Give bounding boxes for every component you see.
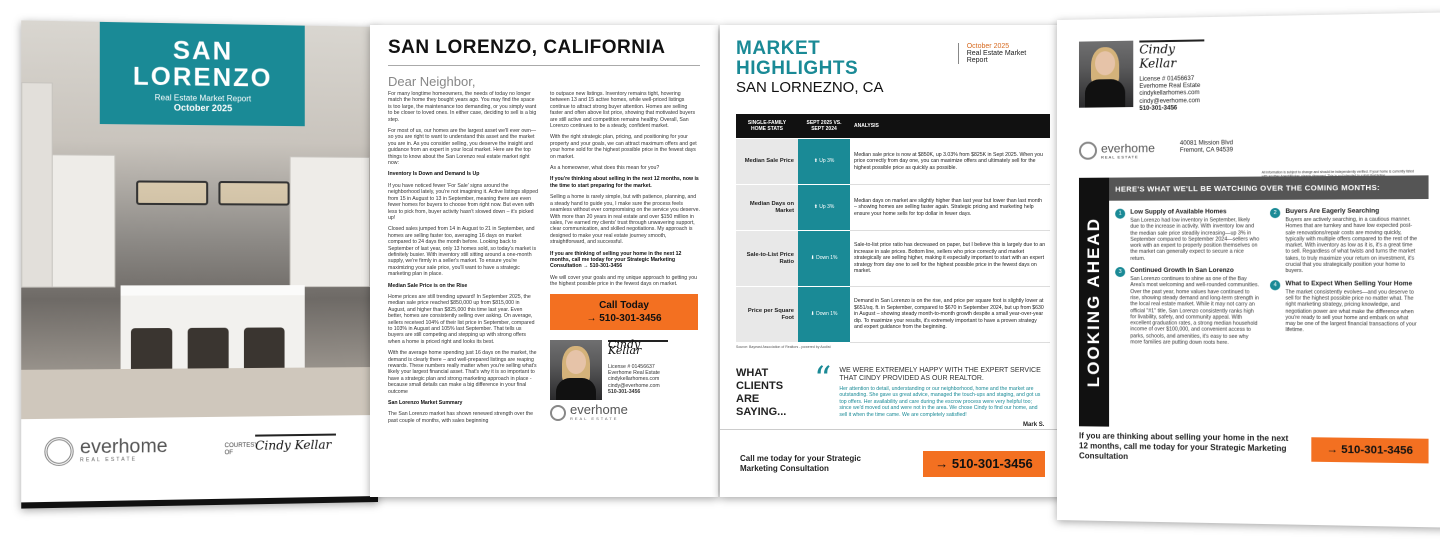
quote-headline: WE WERE EXTREMELY HAPPY WITH THE EXPERT SERVICE THAT CINDY PROVIDED AS OUR REALTOR. bbox=[839, 367, 1041, 382]
cover-title-box bbox=[100, 22, 305, 126]
paragraph: We will cover your goals and my unique approach to getting you the highest possible price in the fewest days on market. bbox=[550, 274, 697, 288]
item-heading: Buyers Are Eagerly Searching bbox=[1285, 207, 1380, 216]
item-text: The market consistently evolves—and you deserve to sell for the highest possible price no matter what. The right marketing strategy, pricing knowledge, and negotiation power are what make the difference when you're ready to sell your home and embark on what may be one of the largest financial transactions of your lifetime. bbox=[1285, 289, 1417, 334]
paragraph: to outpace new listings. Inventory remains tight, hovering between 13 and 15 active homes, while well-priced listings continue to attract strong buyer attention. Homes are selling faster and often above list price, showing that motivated buyers are still active and competition remains healthy. Overall, San Lorenzo continues to be a steady, confident market. bbox=[550, 91, 696, 130]
table-row bbox=[736, 185, 1050, 231]
consultation-message: Call me today for your Strategic Marketing Consultation bbox=[740, 453, 861, 473]
letter-title: SAN LORENZO, CALIFORNIA bbox=[388, 37, 666, 58]
cover-footer bbox=[21, 415, 378, 509]
email-link[interactable]: cindy@everhome.com bbox=[1139, 97, 1201, 105]
brokerage: Everhome Real Estate bbox=[608, 369, 660, 376]
item-heading: What to Expect When Selling Your Home bbox=[1285, 279, 1413, 288]
looking-ahead-side bbox=[1079, 178, 1109, 427]
item-text: San Lorenzo had low inventory in September, likely due to the increase in activity. With inventory low and the median sale price steadily increasing—up 3% in September compared to September 2024—sellers who work with an expert to properly position themselves on the market can generally expect to secure a nice return. bbox=[1130, 217, 1260, 262]
list-item bbox=[1115, 208, 1260, 262]
agent-card bbox=[550, 337, 700, 400]
market-report-label: Real Estate Market Report bbox=[966, 50, 1027, 64]
consultation-message: If you are thinking about selling your home in the next 12 months, call me today for your Strategic Marketing Consultation bbox=[1078, 431, 1289, 462]
stat-change: ⬇ Down 1% bbox=[798, 231, 850, 287]
item-text: San Lorenzo continues to shine as one of the Bay Area's most welcoming and well-rounded communities. Over the past year, home values have continued to rise, showing steady demand and long-term strength in the local real estate market. While it may not carry an official "#1" title, San Lorenzo consistently ranks high for livability, safety, and community appeal. With excellent graduation rates, a strong median household income of over $100,000, and convenient access to parks, schools, and amenities, it's easy to see why more families are putting down roots here. bbox=[1130, 276, 1260, 347]
agent-photo bbox=[1079, 41, 1133, 108]
number-badge: 3 bbox=[1115, 267, 1125, 277]
back-page bbox=[1057, 12, 1440, 527]
phone[interactable]: 510-301-3456 bbox=[1139, 105, 1178, 112]
number-badge: 2 bbox=[1270, 208, 1280, 218]
column-header: ANALYSIS bbox=[850, 114, 1050, 139]
market-header bbox=[736, 39, 1049, 96]
paragraph: For many longtime homeowners, the needs of today no longer match the home they bought years ago. You may find the space is too large, the maintenance too demanding, or you simply want to be closer to loved ones. In either case, deciding to sell is a big step. bbox=[388, 91, 537, 123]
quote-body: Her attention to detail, understanding or our neighborhood, home and the market are outstanding. She gave us great advice, managed the touch-ups and staging, and got us top offers. Her availability and care during the escrow process were very helpful too; since we'd moved out and were not in the area. We chose Cindy to find our home, and sell it when the time came. We are completely satisfied! bbox=[839, 386, 1041, 418]
bold-paragraph: If you're thinking about selling in the next 12 months, now is the time to start preparing for the market. bbox=[550, 176, 699, 189]
call-today-button[interactable] bbox=[550, 294, 698, 330]
stat-change: ⬇ Down 1% bbox=[798, 287, 850, 343]
cover-title: SAN LORENZO bbox=[132, 36, 273, 93]
column-header: SINGLE-FAMILY HOME STATS bbox=[736, 114, 798, 139]
table-row bbox=[736, 139, 1050, 185]
paragraph: If you have noticed fewer 'For Sale' signs around the neighborhood lately, you're not imagining it. Active listings slipped from 15 in August to 13 in September, meaning there are even fewer homes for buyers to choose from right now. But even with less to pick from, buyer activity hasn't slowed down – it's picked up! bbox=[388, 182, 538, 221]
letter-column-2 bbox=[550, 91, 700, 429]
section-heading: San Lorenzo Market Summary bbox=[388, 400, 463, 407]
number-badge: 4 bbox=[1270, 280, 1280, 290]
table-row bbox=[736, 287, 1050, 343]
paragraph: As a homeowner, what does this mean for you? bbox=[550, 165, 660, 172]
source-note: Source: Bayeast Association of Realtors - powered by Acolist bbox=[736, 345, 831, 349]
letter-page bbox=[370, 25, 718, 497]
market-date: October 2025 bbox=[966, 43, 1010, 50]
stat-change: ⬆ Up 3% bbox=[798, 139, 850, 185]
brand-name: everhome bbox=[1101, 140, 1155, 156]
brokerage: Everhome Real Estate bbox=[1139, 83, 1201, 91]
agent-photo bbox=[550, 340, 602, 400]
quote-author: Mark S. bbox=[1023, 422, 1045, 429]
office-address bbox=[1180, 140, 1233, 155]
brand-sub: REAL ESTATE bbox=[570, 415, 619, 421]
list-item bbox=[1115, 267, 1260, 346]
market-page bbox=[720, 25, 1065, 497]
license: License # 01456637 bbox=[608, 363, 655, 370]
brand-sub: REAL ESTATE bbox=[1101, 153, 1139, 160]
cover-page bbox=[21, 20, 378, 508]
paragraph: For most of us, our homes are the largest asset we'll ever own—so you are right to want to understand this asset and the market you are in. As you consider selling, you deserve the insight and guidance from an expert in your local market. Here are the top things to know about the San Lorenzo real estate market right now: bbox=[388, 128, 537, 167]
section-heading: Median Sale Price is on the Rise bbox=[388, 282, 468, 289]
email-link[interactable]: cindy@everhome.com bbox=[608, 382, 660, 389]
stat-analysis: Median days on market are slightly higher than last year but lower than last month – showing homes are selling faster again. Strategic pricing and marketing help ensure your home sells for top dollar in fewer days. bbox=[850, 185, 1050, 231]
market-footer bbox=[720, 429, 1065, 497]
address-line: Fremont, CA 94539 bbox=[1179, 147, 1233, 154]
everhome-logo bbox=[44, 436, 167, 466]
call-today-label: Call Today bbox=[599, 299, 649, 311]
paragraph: The San Lorenzo market has shown renewed strength over the past couple of months, with sales beginning bbox=[388, 411, 534, 424]
looking-ahead-panel bbox=[1109, 175, 1428, 430]
paragraph: Home prices are still trending upward! In September 2025, the median sale price reached $850,000 up from $815,000 in August, and higher than $825,000 this time last year. Even better, homes are consistently selling over asking. On average, sellers received 104% of their list price in September, compared to 103% in August and 105% last September. That tells us buyers are still competing and stepping up with strong offers when a home is priced right and looks its best. bbox=[388, 293, 535, 345]
list-item bbox=[1270, 207, 1418, 275]
section-heading: Inventory Is Down and Demand Is Up bbox=[388, 171, 480, 178]
cover-date: October 2025 bbox=[173, 102, 233, 114]
item-heading: Continued Growth In San Lorenzo bbox=[1130, 267, 1234, 275]
everhome-ring-icon bbox=[1079, 142, 1097, 160]
address-line: 40081 Mission Blvd bbox=[1179, 140, 1233, 147]
testimonial-heading: WHAT CLIENTS ARE SAYING... bbox=[736, 367, 787, 418]
watching-heading: HERE'S WHAT WE'LL BE WATCHING OVER THE COMING MONTHS: bbox=[1109, 175, 1428, 200]
cover-subtitle: Real Estate Market Report bbox=[154, 93, 252, 104]
number-badge: 1 bbox=[1115, 209, 1125, 219]
table-row bbox=[736, 231, 1050, 287]
brand-sub: REAL ESTATE bbox=[79, 456, 138, 464]
agent-signature-logo: Cindy Kellar bbox=[1139, 39, 1204, 70]
stat-label: Median Sale Price bbox=[736, 139, 798, 185]
everhome-ring-icon bbox=[550, 405, 566, 421]
looking-ahead-section bbox=[1079, 175, 1429, 430]
back-footer bbox=[1079, 420, 1429, 478]
letter-greeting: Dear Neighbor, bbox=[388, 74, 476, 89]
everhome-ring-icon bbox=[44, 437, 73, 466]
market-stats-table bbox=[736, 114, 1050, 343]
agent-signature-logo: Cindy Kellar bbox=[255, 434, 336, 453]
paragraph: Closed sales jumped from 14 in August to 21 in September, and homes are selling faster too, averaging 16 days on market compared to 24 days the month before. Looking back to September of last year, only 13 homes sold, so today's market is definitely busier. With inventory still sitting around a one-month supply, we're firmly in a seller's market. To ensure you're maximizing your sale price, you'll want to have a strategic marketing plan in place. bbox=[388, 226, 537, 278]
market-city: SAN LORNEZNO, CA bbox=[736, 79, 884, 96]
courtesy-label: COURTESY OF bbox=[224, 442, 259, 457]
letter-column-1 bbox=[388, 91, 538, 429]
everhome-logo bbox=[1079, 141, 1155, 160]
quote-icon: “ bbox=[814, 359, 832, 399]
paragraph: With the right strategic plan, pricing, and positioning for your property and your goals, we can attract maximum offers and get your home sold for the highest possible price in the fewest days on market. bbox=[550, 134, 697, 160]
brand-name: everhome bbox=[79, 435, 168, 459]
phone[interactable]: 510-301-3456 bbox=[608, 389, 641, 396]
column-header: SEPT 2025 VS. SEPT 2024 bbox=[798, 114, 850, 139]
website-link[interactable]: cindykellarhomes.com bbox=[608, 376, 660, 383]
stat-analysis: Median sale price is now at $850K, up 3.03% from $825K in Sept 2025. When you price correctly from day one, you can maximize offers and ultimately sell for the highest possible price as quickly as possible. bbox=[850, 139, 1050, 185]
call-phone-button[interactable]: → 510-301-3456 bbox=[923, 451, 1045, 477]
item-heading: Low Supply of Available Homes bbox=[1130, 208, 1227, 216]
everhome-logo bbox=[550, 401, 700, 422]
stat-analysis: Demand in San Lorenzo is on the rise, and price per square foot is slightly lower at $651/sq. ft. in September, compared to $670 in September 2024, but up from $630 in August – showing steady month-to-month growth despite a small year-over-year dip. To maximize your results, it's extremely important to have a proven strategy and expert guidance from the beginning. bbox=[850, 287, 1050, 343]
list-item bbox=[1270, 280, 1418, 335]
stat-analysis: Sale-to-list price ratio has decreased on paper, but I believe this is largely due to an increase in sale prices. Bottom line, sellers who price correctly and market strategically are selling higher, making it especially important to start with an expert strategy from day one to sell for the highest possible price in the fewest days on market. bbox=[850, 231, 1050, 287]
call-today-phone: → 510-301-3456 bbox=[586, 312, 662, 324]
website-link[interactable]: cindykellarhomes.com bbox=[1139, 90, 1200, 98]
license: License # 01456637 bbox=[1139, 75, 1195, 83]
divider bbox=[388, 65, 700, 66]
brand-name: everhome bbox=[570, 401, 628, 417]
market-title: MARKET HIGHLIGHTS bbox=[736, 38, 859, 79]
stat-label: Sale-to-List Price Ratio bbox=[736, 231, 798, 287]
stat-change: ⬆ Up 3% bbox=[798, 185, 850, 231]
looking-ahead-title: LOOKING AHEAD bbox=[1083, 216, 1104, 388]
paragraph: Selling a home is rarely simple, but with patience, planning, and a steady hand to guide you, I make sure the process feels seamless without ever compromising on the service you deserve. With more than 20 years in real estate and over $150 million in sales, I've earned my clients' trust through unwavering support, clear communication, and skilled negotiations. My approach is designed to make your real estate journey smooth, straightforward, and successful. bbox=[550, 194, 700, 246]
stat-label: Price per Square Foot bbox=[736, 287, 798, 343]
call-phone-button[interactable]: → 510-301-3456 bbox=[1311, 437, 1428, 463]
paragraph: With the average home spending just 16 days on the market, the demand is clearly there – and well-prepared listings are reaping rewards. These numbers really matter when you're selling what's likely your largest financial asset. That's why it is so important to have a strategic plan and strong marketing approach in place - because small details can make a big difference in your final outcome bbox=[388, 350, 537, 395]
stat-label: Median Days on Market bbox=[736, 185, 798, 231]
bold-paragraph: If you are thinking of selling your home in the next 12 months, call me today for your Strategic Marketing Consultation → 510-301-3456 bbox=[550, 250, 682, 270]
agent-signature-logo: Cindy Kellar bbox=[608, 340, 668, 355]
item-text: Buyers are actively searching, in a cautious manner. Homes that are turnkey and have low expected post-sale renovations/repair costs are moving quickly, typically with multiple offers compared to the rest of the market. With inventory as low as it is, it's a great time to sell. Regardless of what twists and turns the market takes, to truly maximize your return on investment, it's crucial that you strategically position your home to buyers. bbox=[1285, 216, 1418, 275]
testimonial bbox=[736, 359, 1049, 429]
disclaimer: All information is subject to change and should be independently verified. If your home is currently listed bbox=[1261, 169, 1414, 175]
